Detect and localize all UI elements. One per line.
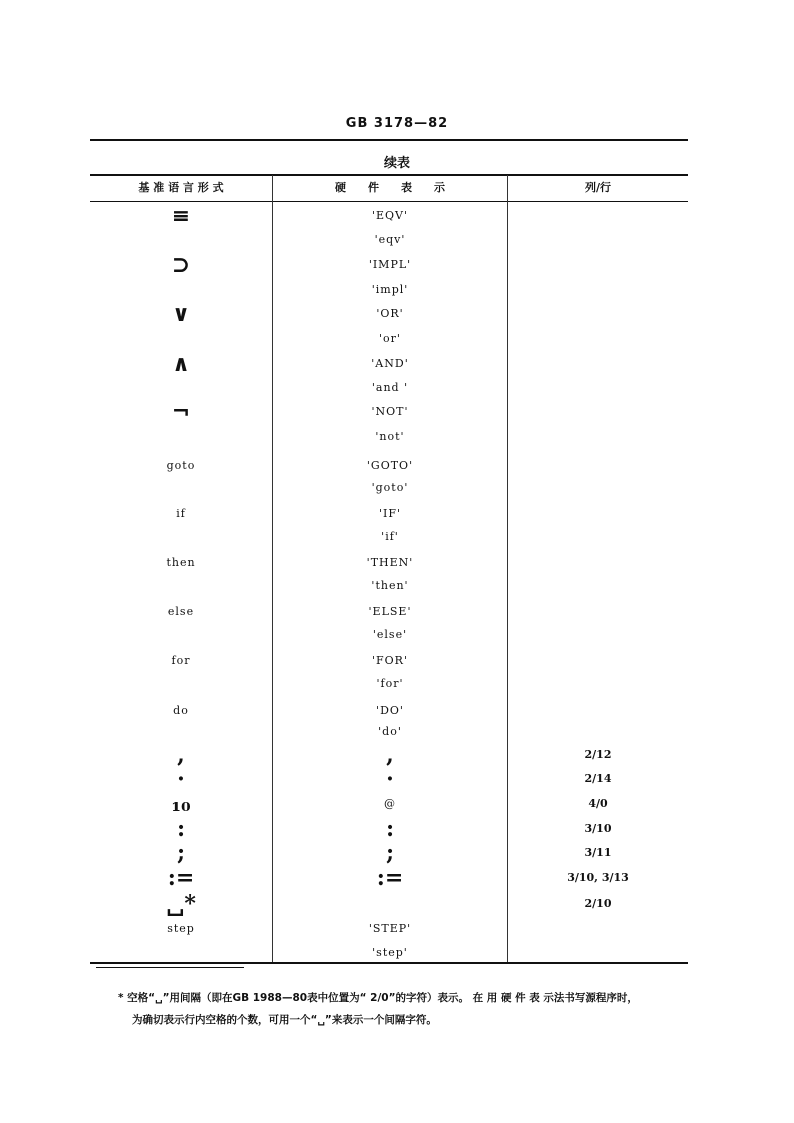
hardware-representation-cell: 'step' [372, 946, 408, 959]
hardware-representation-cell: 'IMPL' [368, 258, 412, 271]
hardware-representation-cell: 'else' [372, 628, 408, 641]
hardware-representation-cell: @ [384, 797, 396, 810]
hardware-representation-cell: 'not' [375, 430, 405, 443]
table-caption: 续表 [383, 156, 410, 171]
reference-form-cell: then [166, 556, 196, 569]
hardware-representation-cell: := [376, 865, 404, 891]
hardware-representation-cell: 'STEP' [368, 922, 412, 935]
column-row-cell: 3/10 [584, 822, 612, 835]
hardware-representation-cell: 'or' [379, 332, 401, 345]
reference-form-cell: : [176, 816, 186, 842]
footnote-line-1: * 空格“␣”用间隔（即在GB 1988—80表中位置为“ 2/0”的字符）表示。 在 用 硬 件 表 示法书写源程序时， [118, 992, 638, 1004]
header-rule [90, 201, 688, 202]
footnote-line-2: 为确切表示行内空格的个数，可用一个“␣”来表示一个间隔字符。 [132, 1014, 437, 1026]
column-row-cell: 2/14 [584, 772, 612, 785]
hardware-representation-cell: 'DO' [376, 704, 404, 717]
reference-form-cell: , [177, 742, 185, 768]
hardware-representation-cell: 'do' [378, 725, 402, 738]
hardware-representation-cell: : [385, 816, 395, 842]
reference-form-cell: step [167, 922, 195, 935]
reference-form-cell: goto [166, 459, 196, 472]
reference-form-cell: ; [176, 840, 186, 866]
hardware-representation-cell: 'and ' [371, 381, 409, 394]
reference-form-cell: ¬ [171, 399, 191, 425]
hardware-representation-cell: 'AND' [371, 357, 409, 370]
reference-form-cell: · [177, 766, 185, 792]
hardware-representation-cell: 'impl' [371, 283, 409, 296]
hardware-representation-cell: 'then' [371, 579, 409, 592]
page-header: GB 3178—82 [345, 116, 449, 131]
reference-form-cell: if [176, 507, 186, 520]
hardware-representation-cell: , [386, 742, 394, 768]
column-header-reference: 基 准 语 言 形 式 [138, 181, 224, 194]
hardware-representation-cell: ; [385, 840, 395, 866]
top-rule [90, 139, 688, 141]
reference-form-cell: else [167, 605, 195, 618]
table-bottom-rule [90, 962, 688, 964]
footnote-rule [96, 967, 244, 968]
hardware-representation-cell: 'GOTO' [366, 459, 414, 472]
hardware-representation-cell: · [386, 766, 394, 792]
hardware-representation-cell: 'IF' [378, 507, 402, 520]
column-header-colrow: 列/行 [584, 181, 612, 194]
reference-form-cell: := [167, 865, 195, 891]
column-row-cell: 2/10 [584, 897, 612, 910]
hardware-representation-cell: 'FOR' [372, 654, 408, 667]
reference-form-cell: ∧ [172, 351, 190, 377]
reference-form-cell: for [171, 654, 191, 667]
hardware-representation-cell: 'ELSE' [368, 605, 412, 618]
column-row-cell: 3/10, 3/13 [567, 871, 629, 884]
hardware-representation-cell: 'if' [381, 530, 399, 543]
reference-form-cell: ␣* [166, 891, 196, 917]
table-top-rule [90, 174, 688, 176]
column-row-cell: 2/12 [584, 748, 612, 761]
reference-form-cell: ≡ [171, 203, 191, 229]
hardware-representation-cell: 'THEN' [366, 556, 414, 569]
column-row-cell: 3/11 [584, 846, 612, 859]
hardware-representation-cell: 'goto' [371, 481, 409, 494]
reference-form-cell: ∨ [172, 301, 190, 327]
hardware-representation-cell: 'eqv' [374, 233, 406, 246]
hardware-representation-cell: 'EQV' [371, 209, 409, 222]
hardware-representation-cell: 'OR' [376, 307, 404, 320]
reference-form-cell: ⊃ [171, 252, 191, 278]
hardware-representation-cell: 'for' [376, 677, 404, 690]
column-header-hardware: 硬 件 表 示 [335, 181, 445, 194]
column-row-cell: 4/0 [588, 797, 608, 810]
reference-form-cell: do [173, 704, 189, 717]
reference-form-cell: ₁₀ [171, 791, 191, 817]
hardware-representation-cell: 'NOT' [371, 405, 409, 418]
